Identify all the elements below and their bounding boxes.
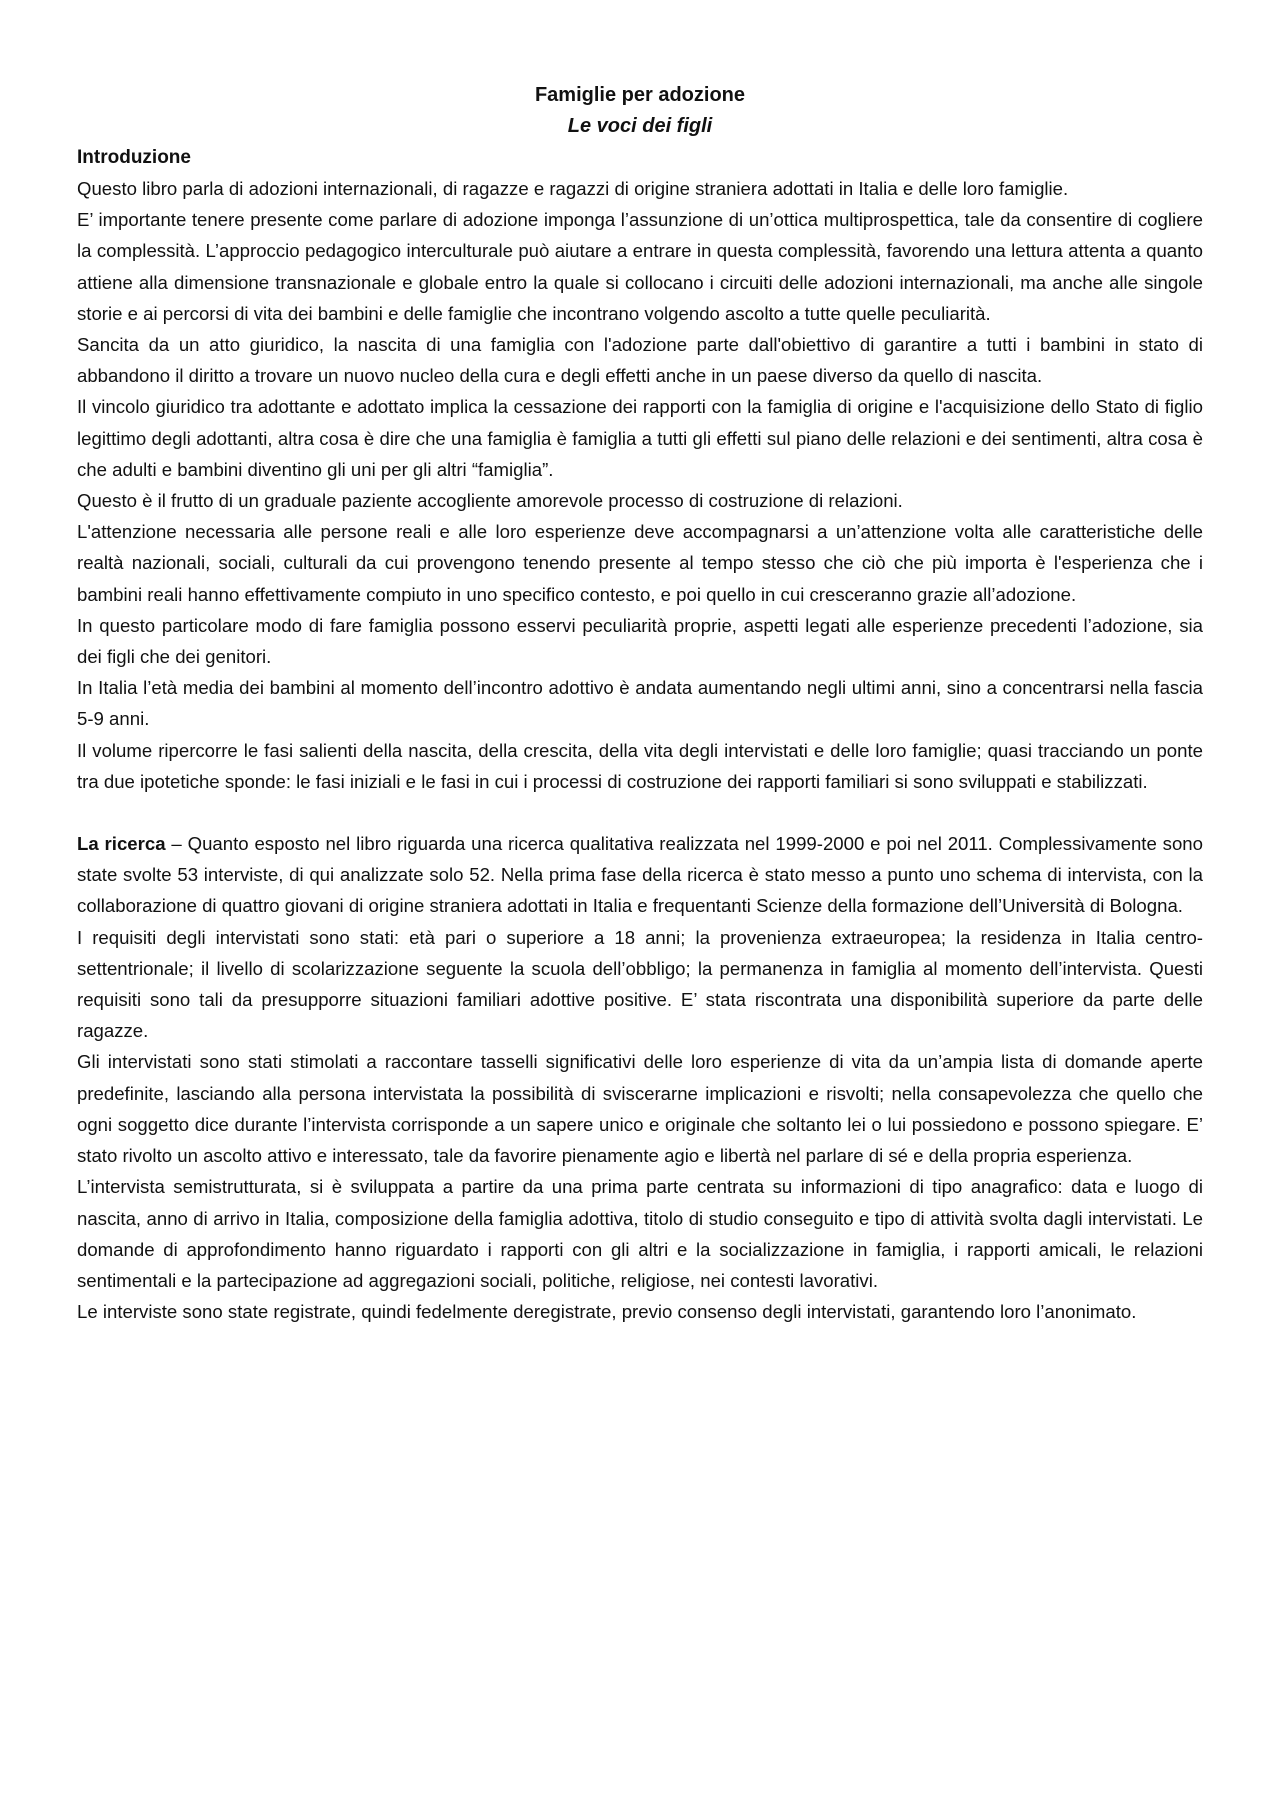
paragraph-spacer: [77, 797, 1203, 828]
intro-paragraph: Il volume ripercorre le fasi salienti della nascita, della crescita, della vita degli intervistati e delle loro famiglie; quasi tracciando un ponte tra due ipotetiche sponde: le fasi iniziali e le fasi in cui i processi di costruzione dei rapporti familiari si sono sviluppati e stabilizzati.: [77, 739, 1203, 792]
intro-paragraph: Sancita da un atto giuridico, la nascita di una famiglia con l'adozione parte dall'obiettivo di garantire a tutti i bambini in stato di abbandono il diritto a trovare un nuovo nucleo della cura e degli effetti anche in un paese diverso da quello di nascita.: [77, 334, 1203, 387]
research-lead-label: La ricerca: [77, 833, 166, 855]
intro-paragraph: In Italia l’età media dei bambini al momento dell’incontro adottivo è andata aumentando negli ultimi anni, sino a concentrarsi nella fascia 5-9 anni.: [77, 677, 1203, 730]
intro-paragraph: Questo è il frutto di un graduale paziente accogliente amorevole processo di costruzione di relazioni.: [77, 490, 903, 512]
document-subtitle: Le voci dei figli: [567, 115, 713, 137]
research-paragraph: L’intervista semistrutturata, si è sviluppata a partire da una prima parte centrata su informazioni di tipo anagrafico: data e luogo di nascita, anno di arrivo in Italia, composizione della famiglia adottiva, titolo di studio conseguito e tipo di attività svolta dagli intervistati. Le domande di approfondimento hanno riguardato i rapporti con gli altri e la socializzazione in famiglia, i rapporti amicali, le relazioni sentimentali e la partecipazione ad aggregazioni sociali, politiche, religiose, nei contesti lavorativi.: [77, 1176, 1203, 1291]
research-paragraph: [77, 828, 1203, 922]
intro-paragraph: Il vincolo giuridico tra adottante e adottato implica la cessazione dei rapporti con la famiglia di origine e l'acquisizione dello Stato di figlio legittimo degli adottanti, altra cosa è dire che una famiglia è famiglia a tutti gli effetti sul piano delle relazioni e dei sentimenti, altra cosa è che adulti e bambini diventino gli uni per gli altri “famiglia”.: [77, 396, 1203, 480]
research-paragraph: Gli intervistati sono stati stimolati a raccontare tasselli significativi delle loro esperienze di vita da un’ampia lista di domande aperte predefinite, lasciando alla persona intervistata la possibilità di sviscerarne implicazioni e risvolti; nella consapevolezza che quello che ogni soggetto dice durante l’intervista corrisponde a un sapere unico e originale che soltanto lei o lui possiedono e possono spiegare. E’ stato rivolto un ascolto attivo e interessato, tale da favorire pienamente agio e libertà nel parlare di sé e della propria esperienza.: [77, 1051, 1203, 1167]
intro-paragraph: E’ importante tenere presente come parlare di adozione imponga l’assunzione di un’ottica multiprospettica, tale da consentire di cogliere la complessità. L’approccio pedagogico interculturale può aiutare a entrare in questa complessità, favorendo una lettura attenta a quanto attiene alla dimensione transnazionale e globale entro la quale si collocano i circuiti delle adozioni internazionali, ma anche alle singole storie e ai percorsi di vita dei bambini e delle famiglie che incontrano volgendo ascolto a tutte quelle peculiarità.: [77, 209, 1203, 324]
document-title: Famiglie per adozione: [534, 84, 746, 106]
intro-paragraph: L'attenzione necessaria alle persone reali e alle loro esperienze deve accompagnarsi a un’attenzione volta alle caratteristiche delle realtà nazionali, sociali, culturali da cui provengono tenendo presente al tempo stesso che ciò che più importa è l'esperienza che i bambini reali hanno effettivamente compiuto in uno specifico contesto, e poi quello in cui cresceranno grazie all’adozione.: [77, 521, 1203, 605]
intro-paragraph: In questo particolare modo di fare famiglia possono esservi peculiarità proprie, aspetti legati alle esperienze precedenti l’adozione, sia dei figli che dei genitori.: [77, 614, 1203, 668]
document-page: [77, 80, 1203, 1327]
intro-paragraph: Questo libro parla di adozioni internazionali, di ragazze e ragazzi di origine straniera adottati in Italia e delle loro famiglie.: [77, 178, 1069, 199]
section-heading-introduzione: Introduzione: [77, 147, 191, 168]
research-paragraph: I requisiti degli intervistati sono stati: età pari o superiore a 18 anni; la provenienza extraeuropea; la residenza in Italia centro-settentrionale; il livello di scolarizzazione seguente la scuola dell’obbligo; la permanenza in famiglia al momento dell’intervista. Questi requisiti sono tali da presupporre situazioni familiari adottive positive. E’ stata riscontrata una disponibilità superiore da parte delle ragazze.: [77, 926, 1203, 1042]
research-paragraph: Le interviste sono state registrate, quindi fedelmente deregistrate, previo consenso degli intervistati, garantendo loro l’anonimato.: [77, 1301, 1137, 1323]
research-lead-text: – Quanto esposto nel libro riguarda una ricerca qualitativa realizzata nel 1999-2000 e poi nel 2011. Complessivamente sono state svolte 53 interviste, di qui analizzate solo 52. Nella prima fase della ricerca è stato messo a punto uno schema di intervista, con la collaborazione di quattro giovani di origine straniera adottati in Italia e frequentanti Scienze della formazione dell’Università di Bologna.: [77, 833, 1203, 917]
